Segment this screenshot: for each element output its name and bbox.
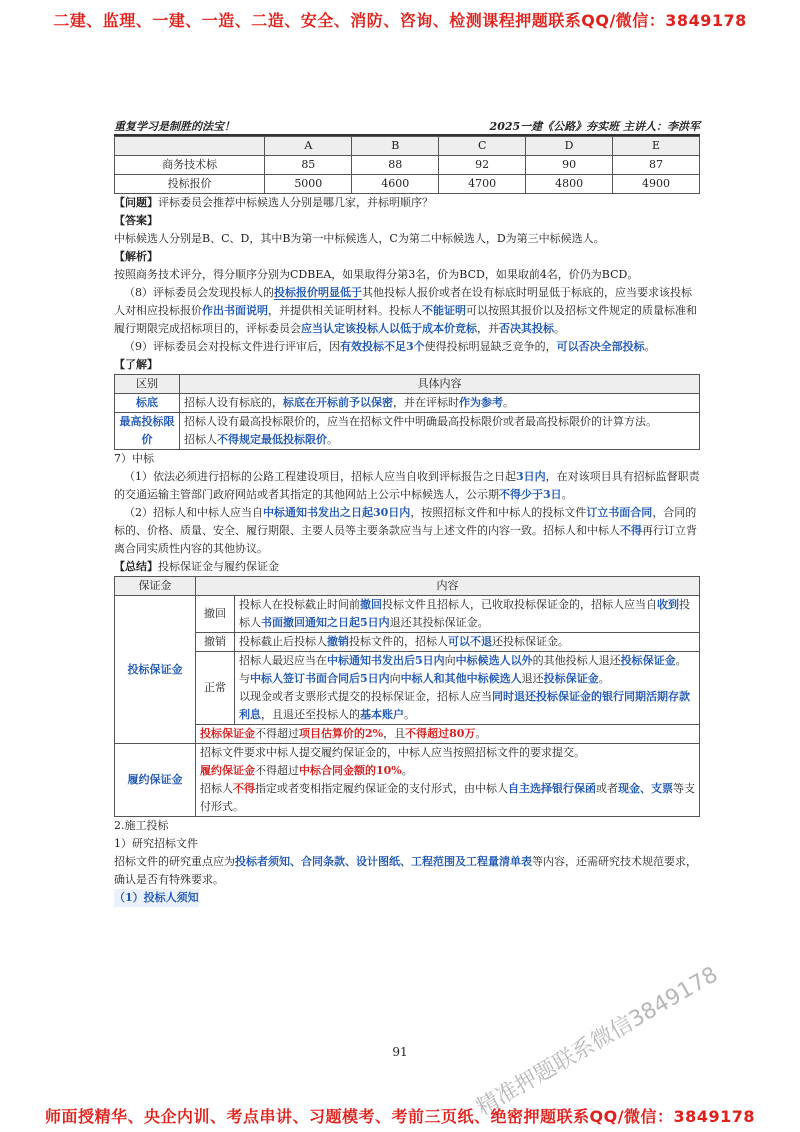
highlight: 标底在开标前予以保密	[283, 396, 393, 409]
text: 可以按照其报价以及招标文件规定的质量标准和履行期限完成招标项目的，评标委员会	[114, 304, 697, 335]
text: ，在对该项目具有招标监督职责的交通运输主管部门政府网站或者其指定的其他网站上公示中标候选人，公示期	[114, 470, 700, 501]
text: 。	[598, 672, 610, 685]
table-row	[115, 175, 700, 194]
header-motto: 重复学习是制胜的法宝！	[114, 120, 235, 133]
text: ，合同的标的、价格、质量、安全、履行期限、主要人员等主要条款应当与上述文件的内容一致。招标人和中标人	[114, 506, 697, 537]
text: 招标人设有标底的，	[184, 396, 283, 409]
highlight: 基本账户	[360, 708, 404, 721]
table-row	[115, 577, 700, 596]
section-7-item-1	[114, 468, 700, 504]
text: 不得超过	[255, 764, 299, 777]
highlight: 中标通知书发出之日起30日内	[263, 506, 411, 519]
highlight: 中标合同金额的10%	[299, 764, 402, 777]
text: 招标人设有最高投标限价的，应当在招标文件中明确最高投标限价或者最高投标限价的计算方法。	[184, 415, 657, 428]
highlight: 不得	[620, 524, 642, 537]
text: 使得投标明显缺乏竞争的，	[424, 340, 557, 353]
text: 。	[503, 396, 514, 409]
normal-content	[235, 652, 700, 725]
text	[239, 670, 695, 688]
text: 以现金或者支票形式提交的投标保证金，招标人应当	[239, 690, 492, 703]
highlight: 不能证明	[422, 304, 466, 317]
revoke-label: 撤销	[196, 633, 235, 652]
text: 其他投标人报价或者在设有标底时明显低于标底的，应当要求该投标人对相应投标报价	[114, 286, 692, 317]
text: ，并提供相关证明材料。投标人	[268, 304, 422, 317]
section-2-text	[114, 853, 700, 889]
text: 。	[404, 708, 415, 721]
table-row	[115, 394, 700, 413]
highlight: 投标保证金	[543, 672, 599, 685]
text	[239, 688, 695, 724]
highlight: 否决其投标	[499, 322, 554, 335]
text: ，并	[477, 322, 499, 335]
text: ，并在评标时	[393, 396, 459, 409]
table-cell: 88	[352, 156, 439, 175]
table-cell: A	[265, 137, 352, 156]
text: 投标人	[239, 598, 690, 629]
table-row	[115, 137, 700, 156]
withdraw-label: 撤回	[196, 596, 235, 633]
withdraw-content	[235, 596, 700, 633]
highlight: 撤销	[327, 635, 349, 648]
summary-tag: 【总结】	[114, 560, 158, 573]
table-cell: 92	[439, 156, 526, 175]
table-row	[115, 652, 700, 725]
highlight: 自主选择银行保函	[508, 782, 596, 795]
text: 招标人	[184, 433, 217, 446]
highlight: 作出书面说明	[202, 304, 268, 317]
text: ，按照招标文件和中标人的投标文件	[410, 506, 587, 519]
highlight: 不得少于3日	[499, 488, 562, 501]
performance-content	[196, 744, 700, 817]
page-header	[114, 118, 700, 136]
highlight: 中标候选人以外	[455, 654, 533, 667]
text: 向	[389, 672, 401, 685]
text: ，且	[383, 727, 406, 740]
table-cell: 4900	[613, 175, 700, 194]
highlight: 不得规定最低投标限价	[217, 433, 327, 446]
table-cell: D	[526, 137, 613, 156]
table-row	[115, 375, 700, 394]
table-cell: 90	[526, 156, 613, 175]
text: 向	[444, 654, 456, 667]
table-cell: 85	[265, 156, 352, 175]
table-header: 内容	[196, 577, 700, 596]
question-text: 评标委员会推荐中标候选人分别是哪几家，并标明顺序？	[158, 196, 433, 209]
row-content	[180, 413, 700, 450]
normal-label: 正常	[196, 652, 235, 725]
table-header: 区别	[115, 375, 180, 394]
row-label: 最高投标限价	[115, 413, 180, 450]
highlight: 应当认定该投标人以低于成本价竞标	[301, 322, 477, 335]
table-cell	[115, 137, 265, 156]
text: 的其他投标人退还	[532, 654, 621, 667]
text: 招标文件要求中标人提交履约保证金的，中标人应当按照招标文件的要求提交。	[200, 746, 585, 759]
bid-guarantee-label: 投标保证金	[115, 596, 196, 744]
question-tag: 【问题】	[114, 196, 158, 209]
table-cell: 5000	[265, 175, 352, 194]
text: 不得超过	[255, 727, 299, 740]
table-cell: 4700	[439, 175, 526, 194]
text	[239, 652, 695, 670]
watermark: 精准押题联系微信3849178	[472, 962, 723, 1121]
highlight: 中标通知书发出后5日内	[327, 654, 445, 667]
analysis-text: 按照商务技术评分，得分顺序分别为CDBEA，如果取得分第3名，价为BCD，如果取前4名，价仍为BCD。	[114, 268, 639, 281]
table-cell: E	[613, 137, 700, 156]
text: 招标人	[200, 782, 233, 795]
text: 。	[475, 727, 487, 740]
text	[200, 780, 695, 816]
understand-table	[114, 374, 700, 450]
highlight: 中标人和其他中标候选人	[400, 672, 522, 685]
text: 。	[401, 764, 413, 777]
text: 等支付形式。	[200, 782, 695, 813]
highlight: 中标人签订书面合同后5日内	[250, 672, 390, 685]
item-8	[114, 284, 700, 338]
highlight: 书面撤回通知之日起5日内	[261, 616, 390, 629]
text: 投标截止后投标人	[239, 635, 327, 648]
section-2-subtitle: 1）研究招标文件	[114, 837, 198, 850]
revoke-content	[235, 633, 700, 652]
text: 。	[327, 433, 338, 446]
table-cell: 投标报价	[115, 175, 265, 194]
highlight: 履约保证金	[200, 764, 255, 777]
section-7-title: 7）中标	[114, 452, 154, 465]
highlight: 撤回	[360, 598, 382, 611]
highlight: 同时退还投标保证金的银行同期活期存款利息	[239, 690, 690, 721]
text: 招标人最迟应当在	[239, 654, 327, 667]
highlight: 可以不退	[448, 635, 492, 648]
text: 。	[561, 488, 573, 501]
text: （9）评标委员会对投标文件进行评审后，因	[124, 340, 340, 353]
score-table	[114, 136, 700, 194]
text: 退还其投标保证金。	[389, 616, 489, 629]
table-row	[115, 156, 700, 175]
performance-guarantee-label: 履约保证金	[115, 744, 196, 817]
table-row	[115, 633, 700, 652]
analysis-tag: 【解析】	[114, 250, 158, 263]
text: 还投标保证金。	[492, 635, 569, 648]
page-number: 91	[392, 1045, 408, 1059]
section-2-title: 2.施工投标	[114, 819, 169, 832]
highlight: 投标者须知、合同条款、设计图纸、工程范围及工程量清单表	[235, 855, 532, 868]
highlight: 不得超过80万	[405, 727, 476, 740]
highlight: 投标保证金	[200, 727, 255, 740]
answer-text: 中标候选人分别是B、C、D，其中B为第一中标候选人，C为第二中标候选人，D为第三中标候选人。	[114, 232, 605, 245]
header-course: 2025一建《公路》夯实班 主讲人：李洪军	[489, 120, 700, 133]
highlight: 有效投标不足3个	[340, 340, 425, 353]
section-2-item-1: （1）投标人须知	[114, 889, 199, 907]
highlight: 订立书面合同	[586, 506, 653, 519]
table-cell: C	[439, 137, 526, 156]
text: 投标人在投标截止时间前	[239, 598, 360, 611]
text: 投标文件且招标人，已收取投标保证金的，招标人应当自	[382, 598, 657, 611]
top-banner: 二建、监理、一建、一造、二造、安全、消防、咨询、检测课程押题联系QQ/微信：3849178	[53, 11, 747, 30]
highlight: 不得	[233, 782, 255, 795]
highlight: 现金、支票	[618, 782, 673, 795]
text: （1）依法必须进行招标的公路工程建设项目，招标人应当自收到评标报告之日起	[124, 470, 516, 483]
answer-tag: 【答案】	[114, 214, 158, 227]
summary-heading	[114, 558, 700, 576]
text: 。	[675, 654, 687, 667]
table-cell: 87	[613, 156, 700, 175]
table-cell: B	[352, 137, 439, 156]
text: 再行订立背离合同实质性内容的其他协议。	[114, 524, 697, 555]
understand-tag: 【了解】	[114, 358, 158, 371]
text: 招标文件的研究重点应为	[114, 855, 235, 868]
question	[114, 194, 700, 212]
bid-limit-content	[196, 725, 700, 744]
highlight: 可以否决全部投标	[556, 340, 645, 353]
text: （2）招标人和中标人应当自	[124, 506, 263, 519]
table-row	[115, 725, 700, 744]
table-cell: 4600	[352, 175, 439, 194]
bottom-banner: 师面授精华、央企内训、考点串讲、习题模考、考前三页纸、绝密押题联系QQ/微信：3849178	[45, 1107, 755, 1126]
text: ，且退还至投标人的	[261, 708, 360, 721]
row-label: 标底	[115, 394, 180, 413]
table-header: 保证金	[115, 577, 196, 596]
text: 等内容，还需研究技术规范要求，确认是否有特殊要求。	[114, 855, 697, 886]
highlight: 项目估算价的2%	[299, 727, 384, 740]
highlight: 3日内	[516, 470, 546, 483]
highlight: 作为参考	[459, 396, 503, 409]
text: 或者	[596, 782, 618, 795]
text: 投标文件的，招标人	[349, 635, 448, 648]
text	[184, 431, 695, 449]
table-cell: 商务技术标	[115, 156, 265, 175]
table-row	[115, 744, 700, 817]
table-row	[115, 413, 700, 450]
item-9	[114, 338, 700, 356]
page-content	[114, 136, 700, 907]
table-row	[115, 596, 700, 633]
highlight: 投标保证金	[620, 654, 676, 667]
table-cell: 4800	[526, 175, 613, 194]
text: 退还	[521, 672, 544, 685]
summary-title: 投标保证金与履约保证金	[158, 560, 279, 573]
text: 指定或者变相指定履约保证金的支付形式，由中标人	[255, 782, 508, 795]
text: （8）评标委员会发现投标人的	[124, 286, 274, 299]
text: 。	[554, 322, 565, 335]
highlight: 投标报价明显低于	[274, 286, 362, 299]
text: 与	[239, 672, 250, 685]
text	[200, 762, 695, 780]
text: 。	[644, 340, 656, 353]
table-header: 具体内容	[180, 375, 700, 394]
highlight: 收到	[657, 598, 679, 611]
guarantee-table	[114, 576, 700, 817]
section-7-item-2	[114, 504, 700, 558]
row-content	[180, 394, 700, 413]
